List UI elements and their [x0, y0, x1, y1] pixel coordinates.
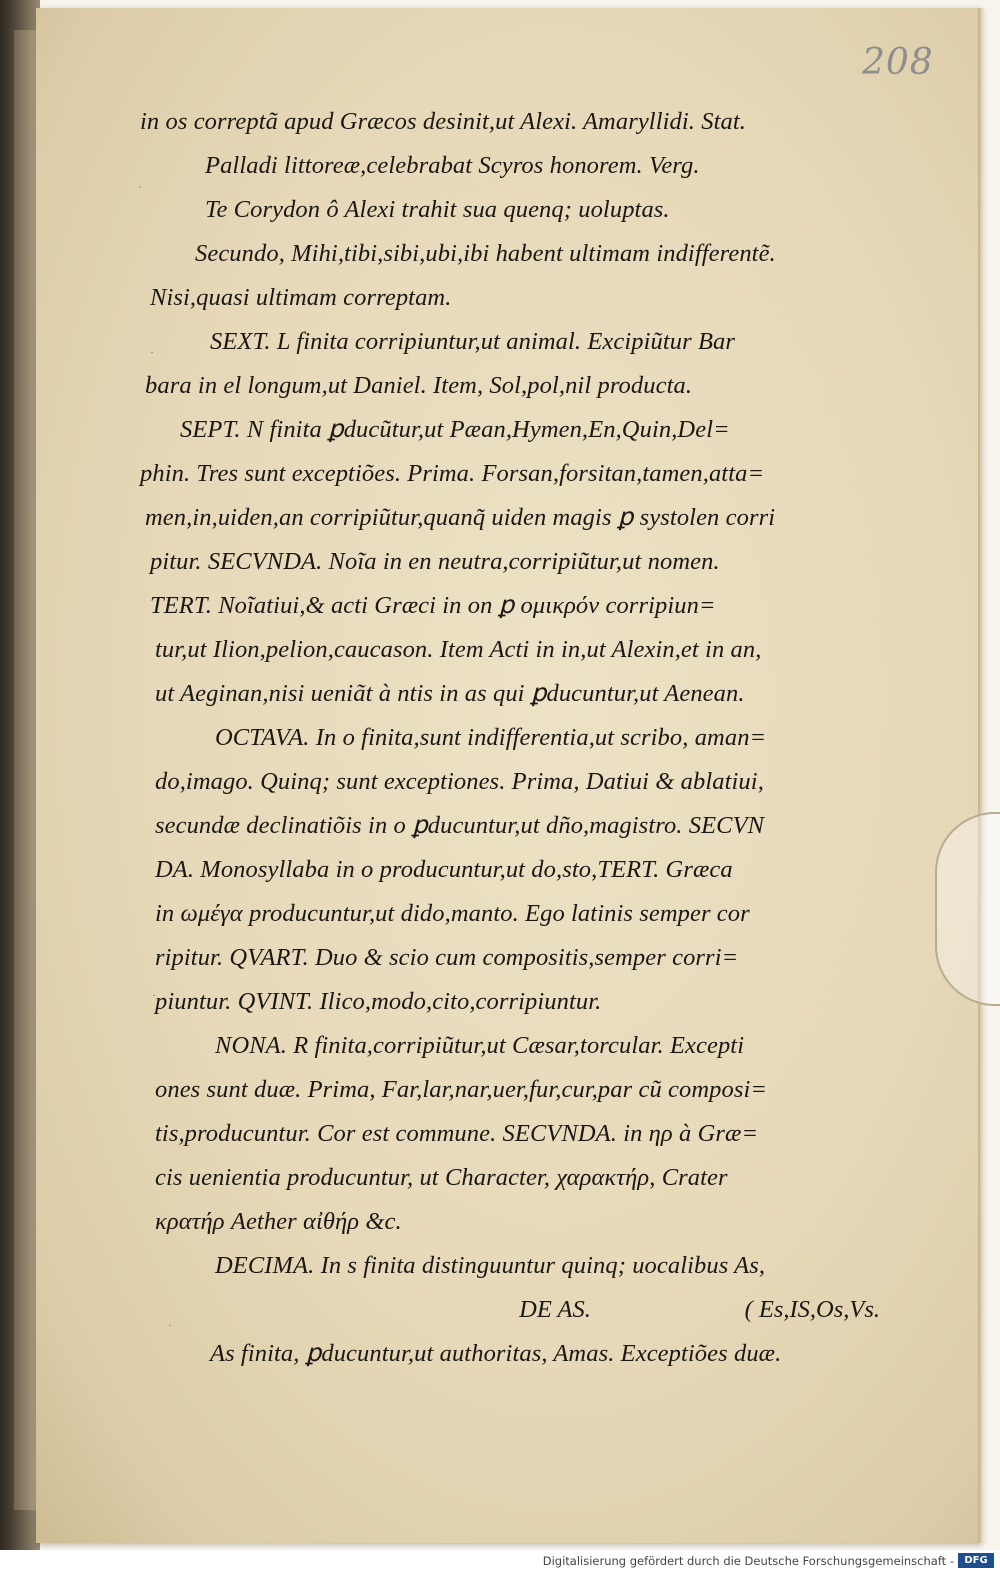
text-line: SEPT. N finita ꝑducũtur,ut Pæan,Hymen,En,Quin,Del= [180, 416, 730, 443]
text-line: secundæ declinatiõis in o ꝑducuntur,ut dño,magistro. SECVN [155, 812, 765, 839]
text-line: phin. Tres sunt exceptiões. Prima. Forsan,forsitan,tamen,atta= [140, 460, 765, 487]
text-line: piuntur. QVINT. Ilico,modo,cito,corripiuntur. [155, 988, 602, 1015]
folio-number: 208 [862, 42, 934, 83]
text-line: As finita, ꝑducuntur,ut authoritas, Amas. Exceptiões duæ. [210, 1340, 782, 1367]
text-line: Palladi littoreæ,celebrabat Scyros honorem. Verg. [205, 152, 700, 179]
text-line: tur,ut Ilion,pelion,caucason. Item Acti in in,ut Alexin,et in an, [155, 636, 762, 663]
text-line: OCTAVA. In o finita,sunt indifferentia,ut scribo, aman= [215, 724, 767, 751]
page-clip [935, 812, 1000, 1006]
ink-speck: · [152, 988, 156, 1002]
ink-speck: · [168, 1318, 172, 1332]
ink-speck: · [138, 180, 142, 194]
text-line: κρατήρ Aether αἰθήρ &c. [155, 1208, 402, 1235]
text-line: TERT. Noĩatiui,& acti Græci in on ꝑ ομικρόν corripiun= [150, 592, 716, 619]
text-line: bara in el longum,ut Daniel. Item, Sol,pol,nil producta. [145, 372, 693, 399]
text-line: Nisi,quasi ultimam correptam. [150, 284, 452, 311]
dfg-logo: DFG [958, 1553, 994, 1568]
text-line: do,imago. Quinq; sunt exceptiones. Prima, Datiui & ablatiui, [155, 768, 764, 795]
text-line: DECIMA. In s finita distinguuntur quinq; uocalibus As, [215, 1252, 766, 1279]
text-line: pitur. SECVNDA. Noĩa in en neutra,corripiũtur,ut nomen. [150, 548, 720, 575]
text-line: NONA. R finita,corripiũtur,ut Cæsar,torcular. Excepti [215, 1032, 745, 1059]
text-line: in ωμέγα producuntur,ut dido,manto. Ego latinis semper cor [155, 900, 750, 927]
text-block [120, 100, 910, 1376]
text-line: Te Corydon ô Alexi trahit sua quenq; uoluptas. [205, 196, 670, 223]
page-edge [978, 8, 984, 1543]
ink-speck: · [150, 345, 154, 359]
text-line: ripitur. QVART. Duo & scio cum compositis,semper corri= [155, 944, 739, 971]
text-line: in os correptã apud Græcos desinit,ut Alexi. Amaryllidi. Stat. [140, 108, 746, 135]
text-line: SEXT. L finita corripiuntur,ut animal. Excipiũtur Bar [210, 328, 736, 355]
text-line: Secundo, Mihi,tibi,sibi,ubi,ibi habent ultimam indifferentẽ. [195, 240, 776, 267]
section-heading: DE AS. [519, 1296, 591, 1323]
text-line: DA. Monosyllaba in o producuntur,ut do,sto,TERT. Græca [155, 856, 733, 883]
text-line: ones sunt duæ. Prima, Far,lar,nar,uer,fur,cur,par cũ composi= [155, 1076, 768, 1103]
text-line: cis uenientia producuntur, ut Character, χαρακτήρ, Crater [155, 1164, 728, 1191]
section-heading-row [120, 1288, 910, 1332]
vowel-list: ( Es,IS,Os,Vs. [744, 1296, 880, 1323]
text-line: ut Aeginan,nisi ueniãt à ntis in as qui ꝑducuntur,ut Aenean. [155, 680, 745, 707]
funding-credit: Digitalisierung gefördert durch die Deutsche Forschungsgemeinschaft - [542, 1554, 954, 1568]
text-line: tis,producuntur. Cor est commune. SECVNDA. in ηρ à Græ= [155, 1120, 759, 1147]
text-line: men,in,uiden,an corripiũtur,quanq̃ uiden magis ꝑ systolen corri [145, 504, 776, 531]
footer-bar [0, 1550, 1000, 1573]
